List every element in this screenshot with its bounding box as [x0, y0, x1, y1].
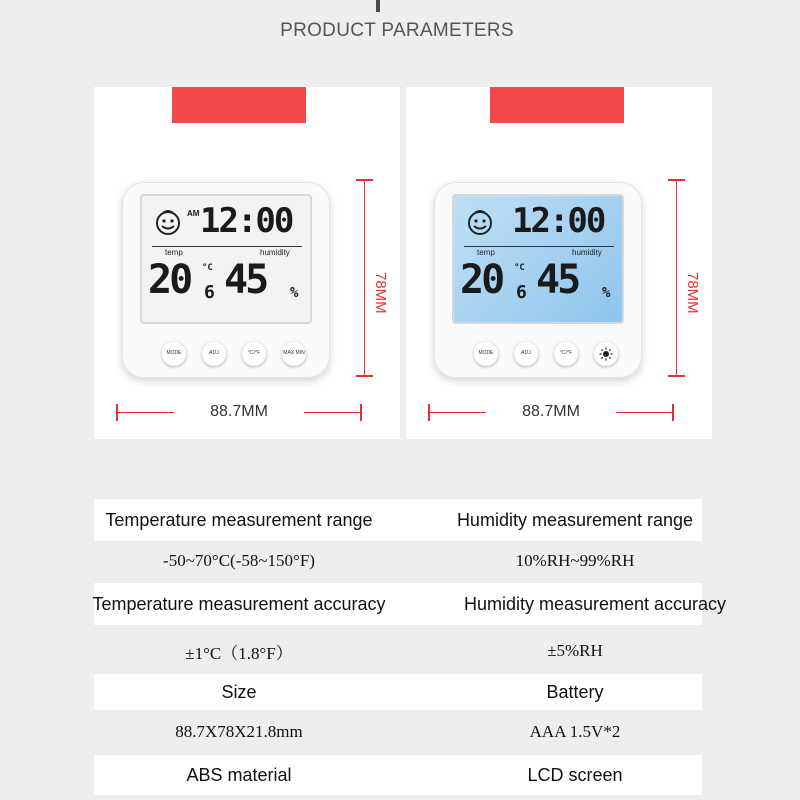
width-dimension-label: 88.7MM [486, 403, 616, 421]
spec-value: ±5%RH [547, 641, 603, 660]
humidity-unit: % [290, 285, 299, 301]
unit-toggle-button[interactable]: °C/°F [242, 342, 266, 366]
max-min-button[interactable]: MAX MIN [282, 342, 306, 366]
backlight-button[interactable] [594, 342, 618, 366]
humidity-value: 45 [536, 257, 579, 303]
spec-row [92, 583, 727, 625]
mode-button[interactable]: MODE [162, 342, 186, 366]
temp-label: temp [477, 248, 495, 257]
red-label-block [172, 87, 306, 123]
clock-time: 12:00 [512, 201, 605, 241]
smiley-face-icon [154, 208, 182, 236]
title-marker [376, 0, 380, 12]
spec-label: ABS material [186, 764, 292, 785]
lcd-divider [464, 246, 614, 247]
spec-value: -50~70°C(-58~150°F) [163, 551, 315, 570]
spec-row [94, 628, 702, 674]
spec-value: AAA 1.5V*2 [529, 722, 621, 741]
red-label-block [490, 87, 624, 123]
temperature-unit: °C [202, 263, 213, 273]
lcd-screen [140, 194, 312, 324]
humidity-value: 45 [224, 257, 267, 303]
spec-row [94, 674, 702, 710]
spec-label: LCD screen [527, 764, 623, 785]
width-dimension-cap [360, 404, 362, 421]
temperature-unit: °C [514, 263, 525, 273]
spec-label: Humidity measurement accuracy [463, 593, 727, 614]
spec-value: 88.7X78X21.8mm [175, 722, 303, 741]
spec-row [94, 541, 702, 581]
spec-row [94, 499, 702, 541]
thermometer-device [434, 182, 642, 378]
humidity-unit: % [602, 285, 611, 301]
adj-button[interactable]: ADJ [514, 342, 538, 366]
clock-time: 12:00 [200, 201, 293, 241]
mode-button[interactable]: MODE [474, 342, 498, 366]
product-panel-backlit [406, 87, 712, 439]
smiley-face-icon [466, 208, 494, 236]
thermometer-device [122, 182, 330, 378]
sun-icon [599, 347, 613, 361]
height-dimension-label: 78MM [684, 272, 701, 314]
height-dimension-cap [668, 375, 685, 377]
height-dimension-cap [356, 375, 373, 377]
spec-value: 10%RH~99%RH [515, 551, 635, 570]
temp-label: temp [165, 248, 183, 257]
ampm-indicator: AM [187, 209, 200, 218]
temperature-decimal: 6 [204, 282, 215, 303]
humidity-label: humidity [260, 248, 290, 257]
spec-label: Size [221, 681, 257, 702]
width-dimension-label: 88.7MM [174, 403, 304, 421]
temperature-decimal: 6 [516, 282, 527, 303]
spec-row [94, 712, 702, 752]
width-dimension-cap [672, 404, 674, 421]
height-dimension-label: 78MM [372, 272, 389, 314]
spec-label: Temperature measurement accuracy [92, 593, 386, 614]
temperature-value: 20 [148, 257, 191, 303]
lcd-screen-backlit [452, 194, 624, 324]
spec-value: ±1°C（1.8°F） [185, 643, 293, 663]
spec-label: Temperature measurement range [105, 509, 373, 530]
humidity-label: humidity [572, 248, 602, 257]
spec-label: Battery [546, 681, 604, 702]
product-panel-white [94, 87, 400, 439]
spec-row [94, 755, 702, 795]
adj-button[interactable]: ADJ [202, 342, 226, 366]
unit-toggle-button[interactable]: °C/°F [554, 342, 578, 366]
spec-label: Humidity measurement range [456, 509, 694, 530]
page-title: PRODUCT PARAMETERS [280, 20, 514, 41]
lcd-divider [152, 246, 302, 247]
temperature-value: 20 [460, 257, 503, 303]
